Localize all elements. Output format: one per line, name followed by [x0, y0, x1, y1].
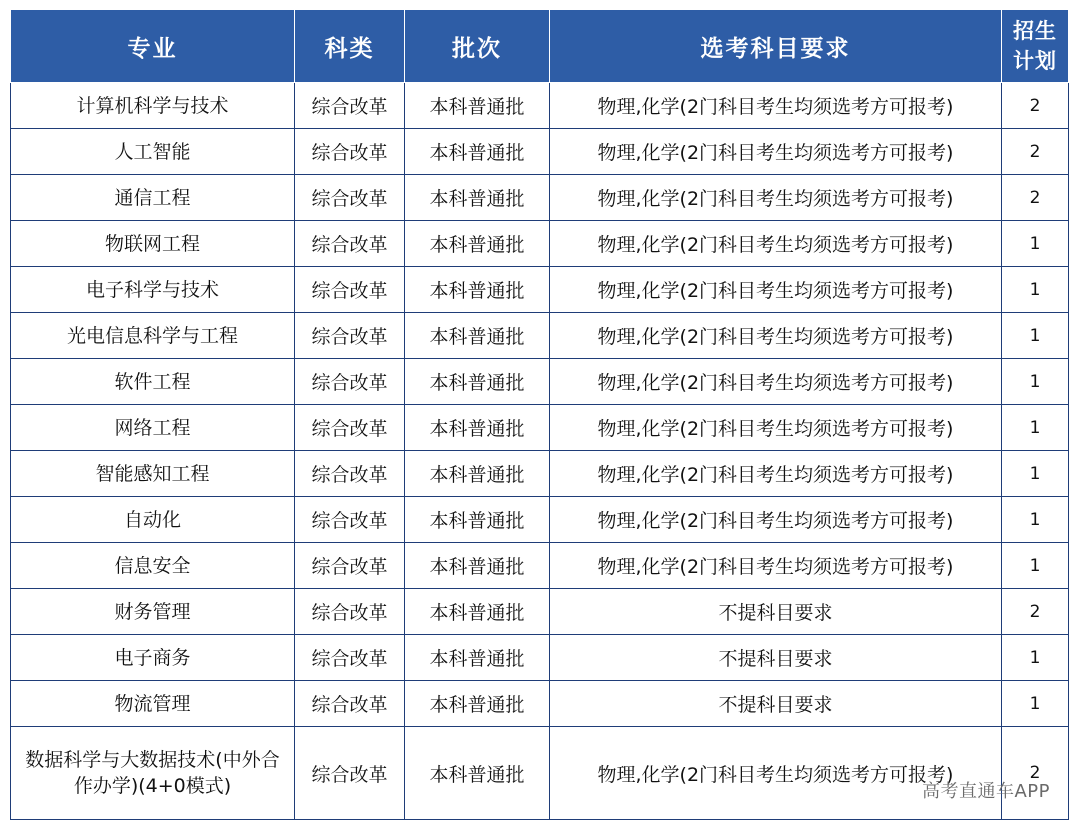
category-cell: 综合改革 [295, 451, 405, 497]
category-cell: 综合改革 [295, 727, 405, 820]
batch-cell: 本科普通批 [405, 267, 550, 313]
requirement-cell: 物理,化学(2门科目考生均须选考方可报考) [550, 359, 1002, 405]
requirement-cell: 物理,化学(2门科目考生均须选考方可报考) [550, 83, 1002, 129]
plan-count-cell: 2 [1002, 129, 1069, 175]
requirement-cell: 不提科目要求 [550, 635, 1002, 681]
table-row [11, 175, 1069, 221]
batch-cell: 本科普通批 [405, 359, 550, 405]
plan-count-cell: 1 [1002, 267, 1069, 313]
major-cell: 智能感知工程 [11, 451, 295, 497]
requirement-cell: 物理,化学(2门科目考生均须选考方可报考) [550, 727, 1002, 820]
plan-count-cell: 1 [1002, 497, 1069, 543]
plan-count-cell: 1 [1002, 543, 1069, 589]
category-cell: 综合改革 [295, 221, 405, 267]
table-row [11, 451, 1069, 497]
header-major: 专业 [11, 10, 295, 83]
table-row [11, 543, 1069, 589]
table-row [11, 313, 1069, 359]
batch-cell: 本科普通批 [405, 543, 550, 589]
plan-count-cell: 2 [1002, 175, 1069, 221]
requirement-cell: 物理,化学(2门科目考生均须选考方可报考) [550, 313, 1002, 359]
table-row [11, 83, 1069, 129]
major-cell: 数据科学与大数据技术(中外合作办学)(4+0模式) [11, 727, 295, 820]
header-plan-line1: 招生 [1013, 19, 1057, 43]
category-cell: 综合改革 [295, 83, 405, 129]
requirement-cell: 物理,化学(2门科目考生均须选考方可报考) [550, 175, 1002, 221]
admission-plan-table [10, 9, 1069, 820]
category-cell: 综合改革 [295, 589, 405, 635]
table-row [11, 589, 1069, 635]
category-cell: 综合改革 [295, 267, 405, 313]
batch-cell: 本科普通批 [405, 681, 550, 727]
table-row [11, 405, 1069, 451]
plan-count-cell: 1 [1002, 635, 1069, 681]
category-cell: 综合改革 [295, 681, 405, 727]
plan-count-cell: 1 [1002, 681, 1069, 727]
major-cell: 光电信息科学与工程 [11, 313, 295, 359]
category-cell: 综合改革 [295, 635, 405, 681]
batch-cell: 本科普通批 [405, 727, 550, 820]
major-cell: 软件工程 [11, 359, 295, 405]
category-cell: 综合改革 [295, 497, 405, 543]
table-row [11, 635, 1069, 681]
batch-cell: 本科普通批 [405, 635, 550, 681]
table-row [11, 267, 1069, 313]
major-cell: 自动化 [11, 497, 295, 543]
table-row [11, 727, 1069, 820]
plan-count-cell: 1 [1002, 313, 1069, 359]
batch-cell: 本科普通批 [405, 589, 550, 635]
major-cell: 人工智能 [11, 129, 295, 175]
plan-count-cell: 1 [1002, 451, 1069, 497]
plan-count-cell: 2 [1002, 83, 1069, 129]
header-plan [1002, 10, 1069, 83]
table-header-row [11, 10, 1069, 83]
requirement-cell: 物理,化学(2门科目考生均须选考方可报考) [550, 267, 1002, 313]
major-cell: 信息安全 [11, 543, 295, 589]
requirement-cell: 不提科目要求 [550, 681, 1002, 727]
header-category: 科类 [295, 10, 405, 83]
batch-cell: 本科普通批 [405, 313, 550, 359]
requirement-cell: 物理,化学(2门科目考生均须选考方可报考) [550, 497, 1002, 543]
batch-cell: 本科普通批 [405, 405, 550, 451]
category-cell: 综合改革 [295, 543, 405, 589]
major-cell: 计算机科学与技术 [11, 83, 295, 129]
plan-count-cell: 1 [1002, 221, 1069, 267]
plan-count-cell: 1 [1002, 405, 1069, 451]
header-batch: 批次 [405, 10, 550, 83]
table-row [11, 497, 1069, 543]
plan-count-cell: 1 [1002, 359, 1069, 405]
batch-cell: 本科普通批 [405, 451, 550, 497]
watermark-text: 高考直通车APP [921, 781, 1050, 802]
requirement-cell: 物理,化学(2门科目考生均须选考方可报考) [550, 543, 1002, 589]
batch-cell: 本科普通批 [405, 175, 550, 221]
table-row [11, 221, 1069, 267]
header-requirement: 选考科目要求 [550, 10, 1002, 83]
plan-count-cell: 2 [1002, 589, 1069, 635]
table-row [11, 129, 1069, 175]
category-cell: 综合改革 [295, 129, 405, 175]
requirement-cell: 物理,化学(2门科目考生均须选考方可报考) [550, 451, 1002, 497]
major-cell: 网络工程 [11, 405, 295, 451]
table-row [11, 681, 1069, 727]
table-row [11, 359, 1069, 405]
major-cell: 电子商务 [11, 635, 295, 681]
category-cell: 综合改革 [295, 359, 405, 405]
requirement-cell: 物理,化学(2门科目考生均须选考方可报考) [550, 405, 1002, 451]
requirement-cell: 物理,化学(2门科目考生均须选考方可报考) [550, 221, 1002, 267]
major-cell: 电子科学与技术 [11, 267, 295, 313]
category-cell: 综合改革 [295, 175, 405, 221]
major-cell: 财务管理 [11, 589, 295, 635]
major-cell: 通信工程 [11, 175, 295, 221]
category-cell: 综合改革 [295, 313, 405, 359]
batch-cell: 本科普通批 [405, 129, 550, 175]
requirement-cell: 物理,化学(2门科目考生均须选考方可报考) [550, 129, 1002, 175]
batch-cell: 本科普通批 [405, 83, 550, 129]
major-cell: 物联网工程 [11, 221, 295, 267]
batch-cell: 本科普通批 [405, 221, 550, 267]
plan-count-cell: 2 [1002, 727, 1069, 820]
major-cell: 物流管理 [11, 681, 295, 727]
requirement-cell: 不提科目要求 [550, 589, 1002, 635]
batch-cell: 本科普通批 [405, 497, 550, 543]
header-plan-line2: 计划 [1013, 49, 1057, 73]
category-cell: 综合改革 [295, 405, 405, 451]
